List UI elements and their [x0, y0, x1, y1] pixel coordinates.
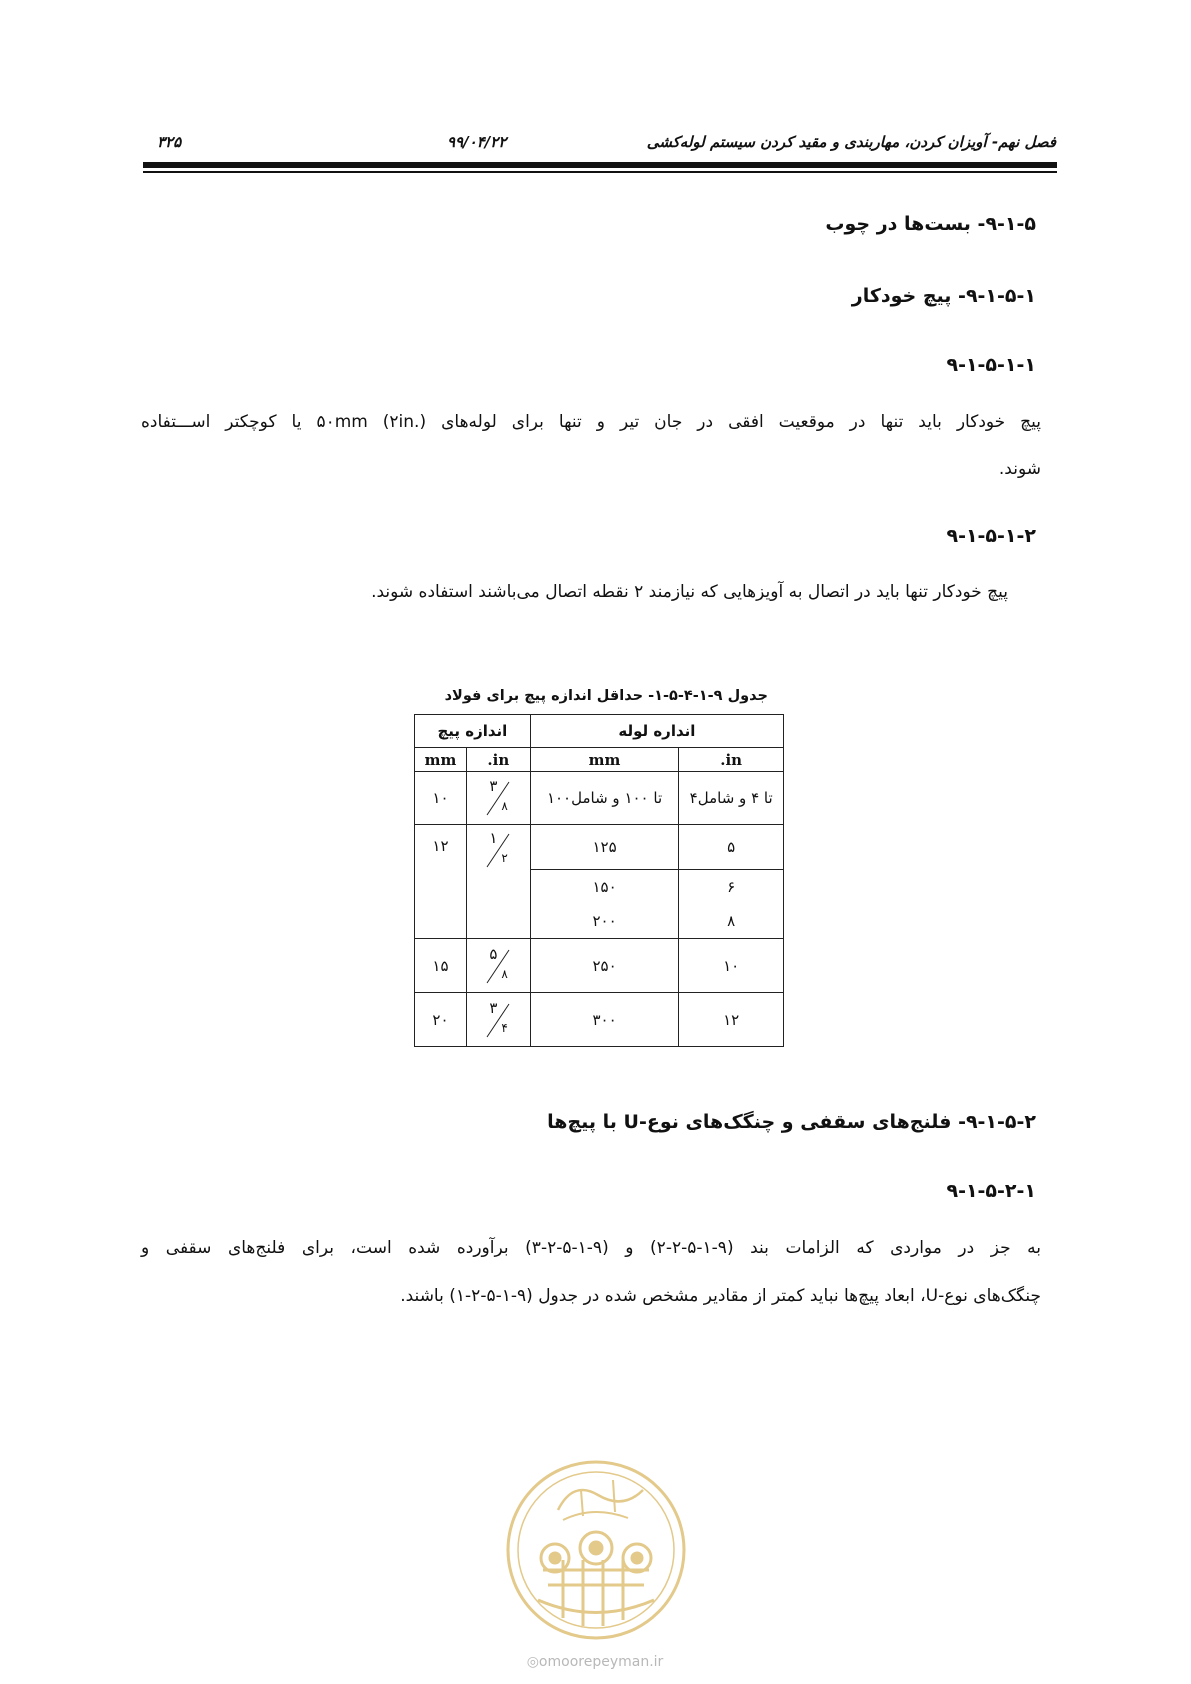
fraction-denominator: ۴	[501, 1020, 508, 1035]
screw-fraction	[483, 829, 513, 871]
table-cell-screw-in	[466, 993, 530, 1047]
subsection-heading: ۹-۱-۵-۱- پیچ خودکار	[851, 285, 1036, 307]
table-cell-screw-mm: ۲۰	[415, 993, 467, 1047]
header-rule-thick	[143, 162, 1057, 168]
clause-label: ۹-۱-۵-۱-۲	[946, 525, 1036, 547]
table-cell-screw-in	[466, 825, 530, 939]
fraction-numerator: ۱	[489, 829, 498, 847]
screw-fraction	[483, 777, 513, 819]
fraction-denominator: ۸	[501, 799, 508, 813]
table-cell-pipe-mm: ۲۵۰	[530, 939, 679, 993]
screw-fraction	[483, 999, 513, 1041]
table-cell-screw-mm: ۱۵	[415, 939, 467, 993]
fraction-numerator: ۵	[489, 944, 498, 963]
table-cell-screw-mm: ۱۰	[415, 772, 467, 825]
fraction-slash	[483, 777, 513, 819]
table-row	[415, 993, 784, 1047]
table-cell-pipe-mm: تا ۱۰۰ و شامل۱۰۰	[530, 772, 679, 825]
table-row	[415, 772, 784, 825]
fraction-slash	[483, 999, 513, 1041]
page-number: ۳۲۵	[157, 133, 182, 151]
table-cell-pipe-mm: ۲۰۰	[530, 904, 679, 939]
table-cell-pipe-in: ۵	[679, 825, 784, 870]
table-cell-pipe-mm: ۳۰۰	[530, 993, 679, 1047]
table-row	[415, 939, 784, 993]
clause-text-line: به جز در مواردی که الزامات بند (۹-۱-۵-۲-۲) و (۹-۱-۵-۲-۳) برآورده شده است، برای فلنج‌های سقفی و	[141, 1238, 1041, 1258]
clause-label: ۹-۱-۵-۲-۱	[946, 1180, 1036, 1202]
at-icon: ◎	[526, 1654, 539, 1670]
screw-fraction	[483, 945, 513, 987]
table-row	[415, 825, 784, 870]
table-caption: جدول ۹-۱-۴-۵-۱- حداقل اندازه پیچ برای فولاد	[444, 688, 768, 704]
table-group-header-screw: اندازه پیچ	[415, 715, 531, 748]
table-unit-header: mm	[415, 748, 467, 772]
header-rule-thin	[143, 171, 1057, 173]
table-cell-pipe-in: تا ۴ و شامل۴	[679, 772, 784, 825]
clause-text-line: شوند.	[998, 459, 1041, 479]
table-unit-header: in.	[466, 748, 530, 772]
watermark-logo	[503, 1450, 689, 1654]
table-cell-pipe-mm: ۱۲۵	[530, 825, 679, 870]
header-date: ۹۹/۰۴/۲۲	[447, 133, 507, 151]
table-cell-screw-in	[466, 939, 530, 993]
table-cell-screw-mm: ۱۲	[415, 825, 467, 939]
seal-icon	[503, 1450, 689, 1650]
screw-size-table	[414, 714, 784, 1047]
table-cell-pipe-in: ۸	[679, 904, 784, 939]
clause-text: پیچ خودکار تنها باید در اتصال به آویزهایی که نیازمند ۲ نقطه اتصال می‌باشند استفاده شوند.	[371, 582, 1008, 602]
table-cell-pipe-in: ۱۲	[679, 993, 784, 1047]
table-cell-pipe-in: ۶	[679, 870, 784, 905]
fraction-numerator: ۳	[489, 998, 498, 1017]
fraction-denominator: ۸	[501, 966, 508, 981]
fraction-slash	[483, 829, 513, 871]
section-heading: ۹-۱-۵-۲- فلنج‌های سقفی و چنگک‌های نوع-U با پیچ‌ها	[547, 1111, 1036, 1133]
clause-text-line: چنگک‌های نوع-U، ابعاد پیچ‌ها نباید کمتر از مقادیر مشخص شده در جدول (۹-۱-۵-۲-۱) باشند.	[400, 1286, 1041, 1306]
table-cell-screw-in	[466, 772, 530, 825]
fraction-numerator: ۳	[489, 777, 498, 795]
table-unit-header: mm	[530, 748, 679, 772]
clause-text-line: پیچ خودکار باید تنها در موقعیت افقی در جان تیر و تنها برای لوله‌های ۵۰mm (۲in.) یا کوچکتر اســـتفاده	[141, 412, 1042, 432]
section-heading: ۹-۱-۵- بست‌ها در چوب	[825, 213, 1036, 235]
clause-label: ۹-۱-۵-۱-۱	[946, 354, 1036, 376]
fraction-slash	[483, 945, 513, 987]
table-unit-header: in.	[679, 748, 784, 772]
table-cell-pipe-mm: ۱۵۰	[530, 870, 679, 905]
fraction-denominator: ۲	[501, 851, 508, 865]
table-group-header-pipe: انداره لوله	[530, 715, 783, 748]
watermark-site-text: omoorepeyman.ir	[538, 1654, 664, 1670]
chapter-title: فصل نهم- آویزان کردن، مهاربندی و مقید کردن سیستم لوله‌کشی	[646, 133, 1056, 151]
watermark-url	[500, 1654, 690, 1670]
table-cell-pipe-in: ۱۰	[679, 939, 784, 993]
